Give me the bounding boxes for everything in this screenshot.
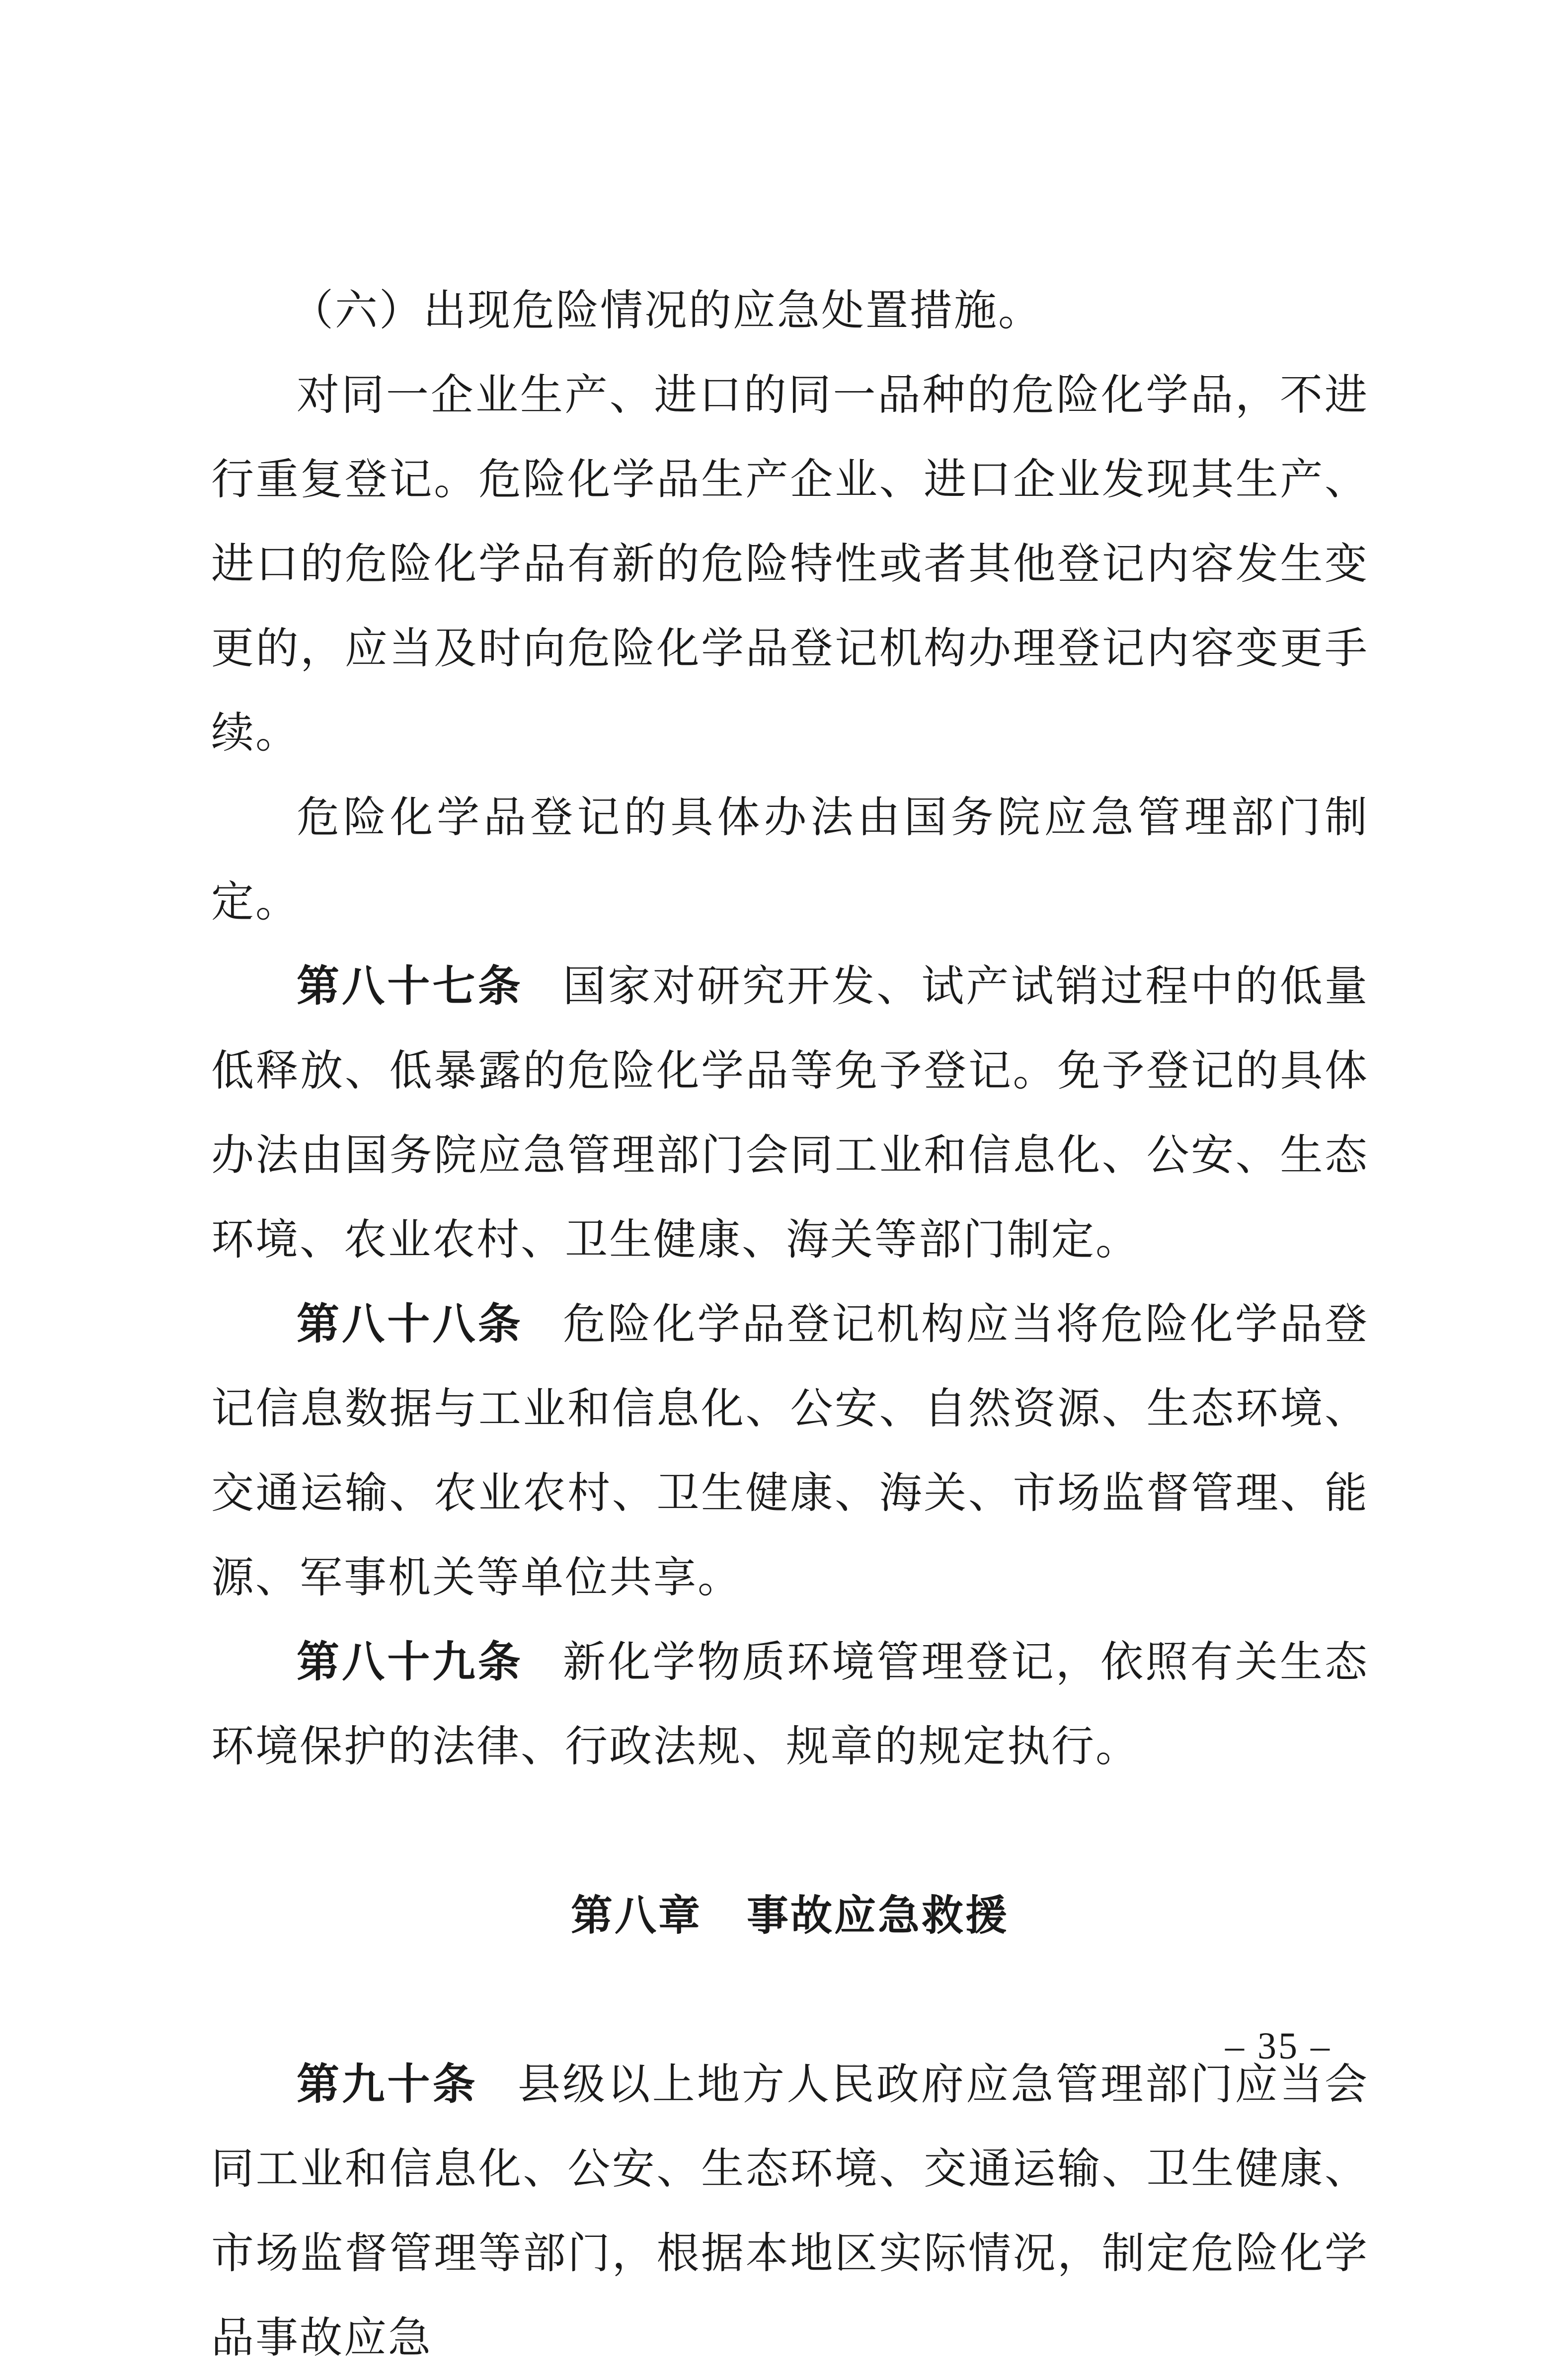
article-88 bbox=[211, 1282, 1369, 1620]
paragraph-registration-method: 危险化学品登记的具体办法由国务院应急管理部门制定。 bbox=[211, 793, 1369, 927]
article-88-label: 第八十八条 bbox=[297, 1299, 523, 1349]
document-body bbox=[211, 268, 1369, 2380]
article-87-text: 国家对研究开发、试产试销过程中的低量低释放、低暴露的危险化学品等免予登记。免予登记的具体办法由国务院应急管理部门会同工业和信息化、公安、生态环境、农业农村、卫生健康、海关等部门制定。 bbox=[211, 961, 1369, 1265]
article-89-label: 第八十九条 bbox=[297, 1637, 523, 1687]
chapter-title: 事故应急救援 bbox=[747, 1891, 1010, 1940]
article-87 bbox=[211, 944, 1369, 1282]
article-90 bbox=[211, 2042, 1369, 2380]
page-number: – 35 – bbox=[1225, 2025, 1331, 2067]
paragraph-emergency-measures: （六）出现危险情况的应急处置措施。 bbox=[291, 286, 1042, 335]
chapter-heading bbox=[211, 1789, 1369, 2042]
article-89-text: 新化学物质环境管理登记，依照有关生态环境保护的法律、行政法规、规章的规定执行。 bbox=[211, 1637, 1369, 1771]
article-90-text: 县级以上地方人民政府应急管理部门应当会同工业和信息化、公安、生态环境、交通运输、卫生健康、市场监督管理等部门，根据本地区实际情况，制定危险化学品事故应急 bbox=[211, 2060, 1369, 2363]
article-87-label: 第八十七条 bbox=[297, 961, 523, 1011]
article-88-text: 危险化学品登记机构应当将危险化学品登记信息数据与工业和信息化、公安、自然资源、生态环境、交通运输、农业农村、卫生健康、海关、市场监督管理、能源、军事机关等单位共享。 bbox=[211, 1299, 1369, 1602]
article-89 bbox=[211, 1620, 1369, 1789]
article-90-label: 第九十条 bbox=[297, 2060, 478, 2109]
paragraph-duplicate-registration: 对同一企业生产、进口的同一品种的危险化学品，不进行重复登记。危险化学品生产企业、进口企业发现其生产、进口的危险化学品有新的危险特性或者其他登记内容发生变更的，应当及时向危险化学品登记机构办理登记内容变更手续。 bbox=[211, 370, 1369, 758]
chapter-number: 第八章 bbox=[570, 1891, 702, 1940]
